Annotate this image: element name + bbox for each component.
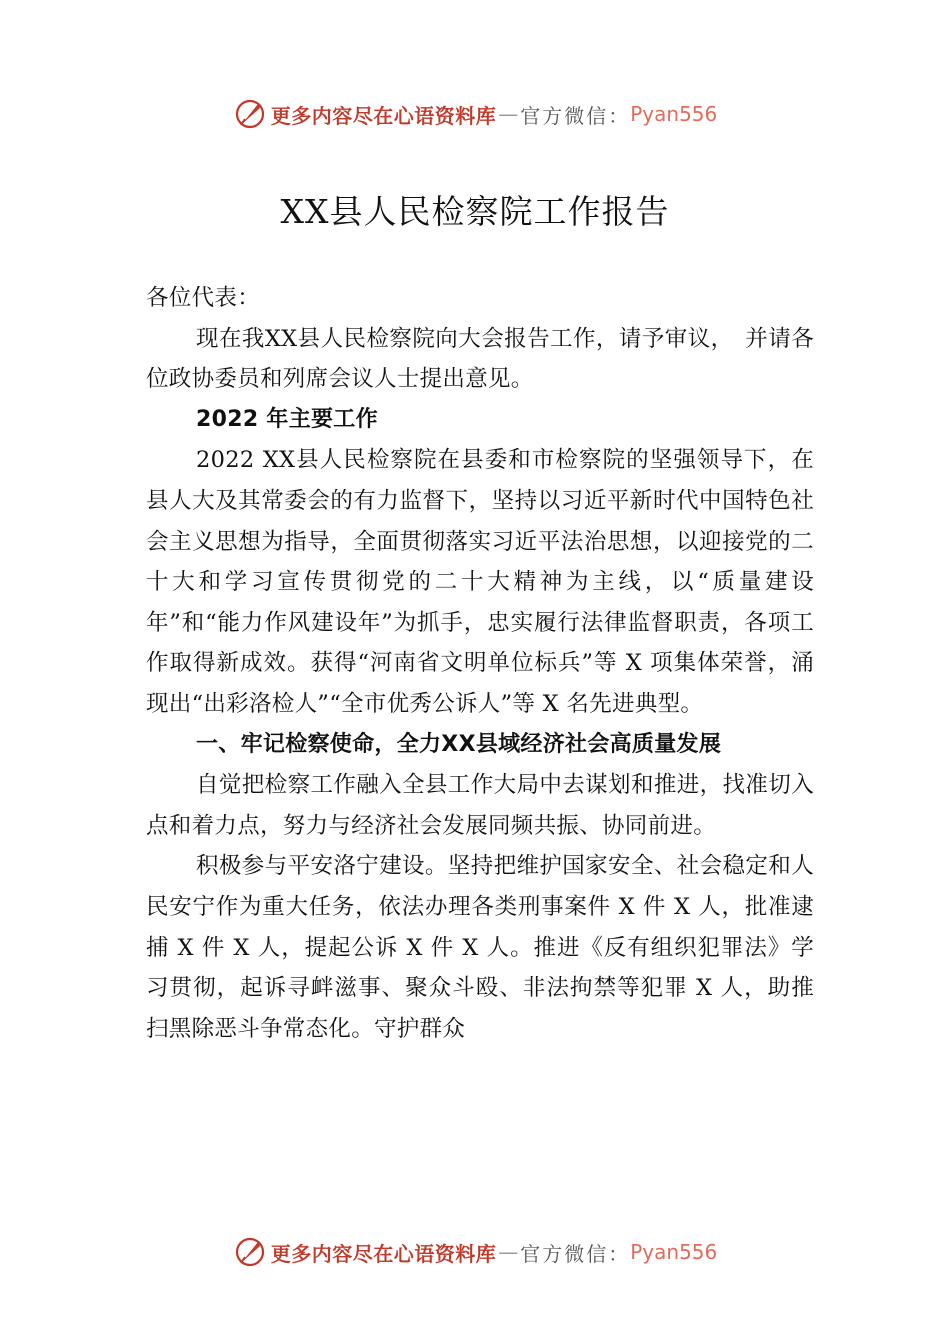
watermark-banner-bottom xyxy=(0,1232,950,1272)
section-heading: 2022 年主要工作 xyxy=(196,406,378,432)
watermark-label: 官方微信： xyxy=(520,1241,631,1266)
part1-heading: 一、牢记检察使命，全力XX县域经济社会高质量发展 xyxy=(196,731,722,757)
watermark-dash: — xyxy=(498,1240,519,1264)
quill-logo-icon xyxy=(233,97,267,131)
watermark-label: 官方微信： xyxy=(520,103,631,128)
salutation: 各位代表： xyxy=(146,285,261,311)
quill-logo-icon xyxy=(233,1235,267,1269)
intro-paragraph: 现在我XX县人民检察院向大会报告工作，请予审议， 并请各位政协委员和列席会议人士提出意见。 xyxy=(146,325,814,393)
part1-paragraph-2: 积极参与平安洛宁建设。坚持把维护国家安全、社会稳定和人民安宁作为重大任务，依法办理各类刑事案件 X 件 X 人，批准逮捕 X 件 X 人，提起公诉 X 件 X 人。推进《反有组织犯罪法》学习贯彻，起诉寻衅滋事、聚众斗殴、非法拘禁等犯罪 X 人，助推扫黑除恶斗争常态化。守护群众 xyxy=(146,853,814,1042)
watermark-wechat-id: Pyan556 xyxy=(630,1240,718,1264)
document-body xyxy=(146,278,814,1049)
watermark-brand: 更多内容尽在心语资料库 xyxy=(270,103,497,128)
watermark-banner-top xyxy=(0,94,950,134)
watermark-brand: 更多内容尽在心语资料库 xyxy=(270,1241,497,1266)
part1-paragraph-1: 自觉把检察工作融入全县工作大局中去谋划和推进，找准切入点和着力点，努力与经济社会发展同频共振、协同前进。 xyxy=(146,772,814,839)
watermark-wechat-id: Pyan556 xyxy=(630,102,718,126)
page-title: XX县人民检察院工作报告 xyxy=(280,192,670,231)
watermark-dash: — xyxy=(498,102,519,126)
summary-paragraph: 2022 XX县人民检察院在县委和市检察院的坚强领导下，在县人大及其常委会的有力监督下，坚持以习近平新时代中国特色社会主义思想为指导，全面贯彻落实习近平法治思想，以迎接党的二十大和学习宣传贯彻党的二十大精神为主线，以“质量建设年”和“能力作风建设年”为抓手，忠实履行法律监督职责，各项工作取得新成效。获得“河南省文明单位标兵”等 X 项集体荣誉，涌现出“出彩洛检人”“全市优秀公诉人”等 X 名先进典型。 xyxy=(146,447,814,717)
